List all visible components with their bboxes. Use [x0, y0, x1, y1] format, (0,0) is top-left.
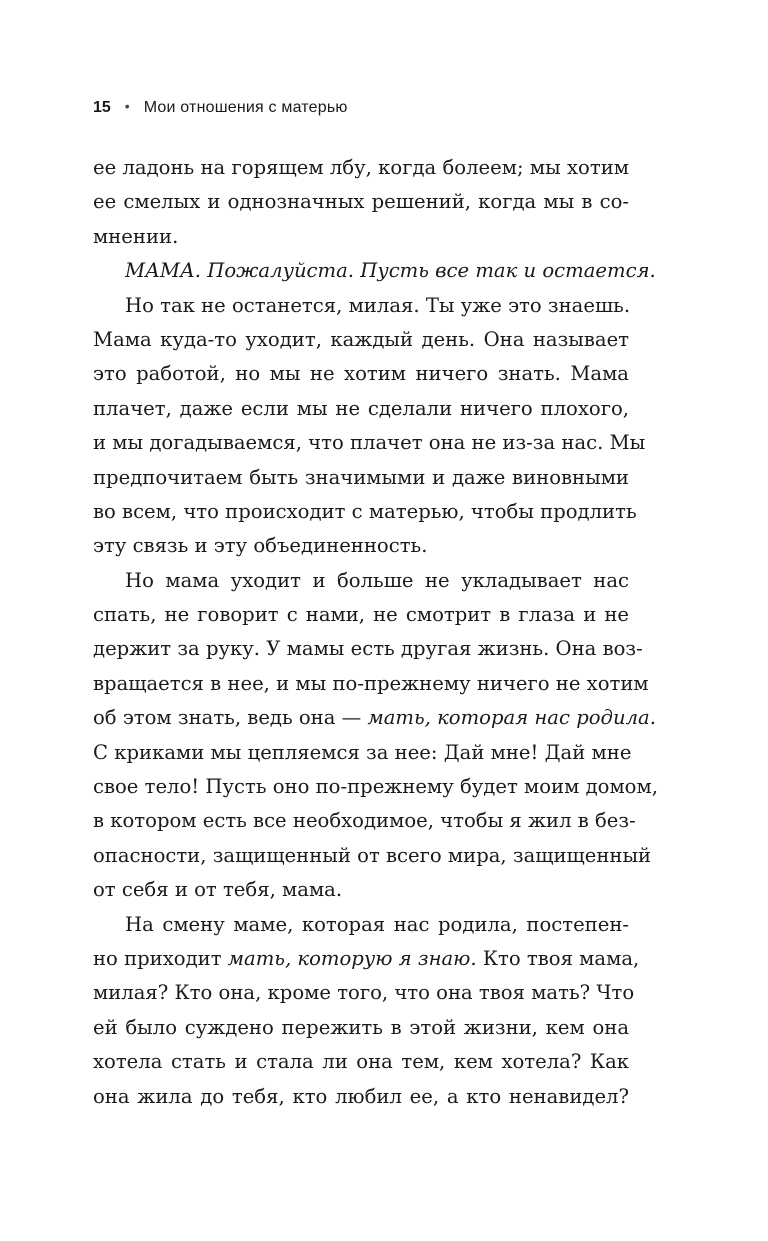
header-separator-bullet: • [124, 98, 130, 114]
text-segment: ее ладонь на горящем лбу, когда болеем; мы хотим [93, 156, 629, 179]
text-segment: она жила до тебя, кто любил ее, а кто ненавидел? [93, 1084, 629, 1108]
text-segment: милая? Кто она, кроме того, что она твоя мать? Что [93, 981, 635, 1005]
text-segment: об этом знать, ведь она — [93, 706, 368, 730]
text-line [93, 151, 629, 185]
text-segment: Но так не останется, милая. Ты уже это знаешь. [125, 293, 631, 317]
text-segment: ей было суждено пережить в этой жизни, кем она [93, 1015, 629, 1039]
text-line [93, 495, 637, 529]
text-line [93, 289, 629, 323]
text-segment: С криками мы цепляемся за нее: Дай мне! Дай мне [93, 740, 632, 764]
text-line [93, 426, 646, 460]
text-line [93, 1045, 629, 1079]
text-segment: Но мама уходит и больше не укладывает нас [125, 568, 629, 592]
text-line [93, 1011, 629, 1045]
text-line [93, 632, 643, 666]
text-segment: спать, не говорит с нами, не смотрит в глаза и не [93, 603, 629, 627]
page-number: 15 [93, 99, 111, 116]
text-segment: от себя и от тебя, мама. [93, 878, 343, 902]
text-segment: свое тело! Пусть оно по-прежнему будет моим домом, [93, 775, 658, 799]
text-line [93, 220, 629, 254]
text-line [93, 323, 629, 357]
text-line [93, 1080, 629, 1114]
italic-text-segment: МАМА. Пожалуйста. Пусть все так и остается. [125, 259, 656, 283]
running-header [93, 99, 348, 123]
body-text [93, 151, 658, 1114]
text-segment: предпочитаем быть значимыми и даже виновными [93, 465, 629, 489]
text-segment: но приходит [93, 946, 228, 970]
text-line [93, 839, 652, 873]
text-line [93, 185, 629, 219]
text-line [93, 873, 629, 907]
text-segment: вращается в нее, и мы по-прежнему ничего не хотим [93, 671, 649, 695]
text-line [93, 942, 640, 976]
text-line [93, 770, 658, 804]
text-segment: в котором есть все необходимое, чтобы я жил в без- [93, 809, 636, 833]
italic-text-segment: мать, которая нас родила. [367, 706, 656, 730]
text-segment: Кто твоя мама, [476, 946, 640, 970]
text-line [93, 701, 656, 735]
text-line [93, 564, 629, 598]
text-segment: и мы догадываемся, что плачет она не из-за нас. Мы [93, 431, 646, 455]
text-line [93, 392, 629, 426]
text-segment: хотела стать и стала ли она тем, кем хотела? Как [93, 1050, 629, 1074]
text-line [93, 908, 629, 942]
text-line [93, 529, 629, 563]
text-segment: держит за руку. У мамы есть другая жизнь. Она воз- [93, 637, 643, 661]
text-segment: Мама куда-то уходит, каждый день. Она называет [93, 327, 629, 351]
text-segment: ее смелых и однозначных решений, когда мы в со- [93, 190, 629, 214]
text-line [93, 736, 632, 770]
text-segment: На смену маме, которая нас родила, постепен- [125, 912, 629, 936]
text-segment: эту связь и эту объединенность. [93, 534, 428, 558]
text-line [93, 667, 649, 701]
text-line [93, 598, 629, 632]
text-segment: опасности, защищенный от всего мира, защищенный [93, 843, 652, 867]
text-segment: во всем, что происходит с матерью, чтобы продлить [93, 499, 637, 523]
chapter-title: Мои отношения с матерью [143, 99, 348, 116]
text-segment: это работой, но мы не хотим ничего знать. Мама [93, 362, 629, 386]
text-line [93, 976, 635, 1010]
text-segment: плачет, даже если мы не сделали ничего плохого, [93, 396, 629, 420]
text-line [93, 357, 629, 391]
text-line [93, 461, 629, 495]
text-segment: мнении. [93, 224, 179, 248]
text-line [93, 804, 636, 838]
italic-text-segment: мать, которую я знаю. [227, 946, 477, 970]
text-line [93, 254, 656, 288]
